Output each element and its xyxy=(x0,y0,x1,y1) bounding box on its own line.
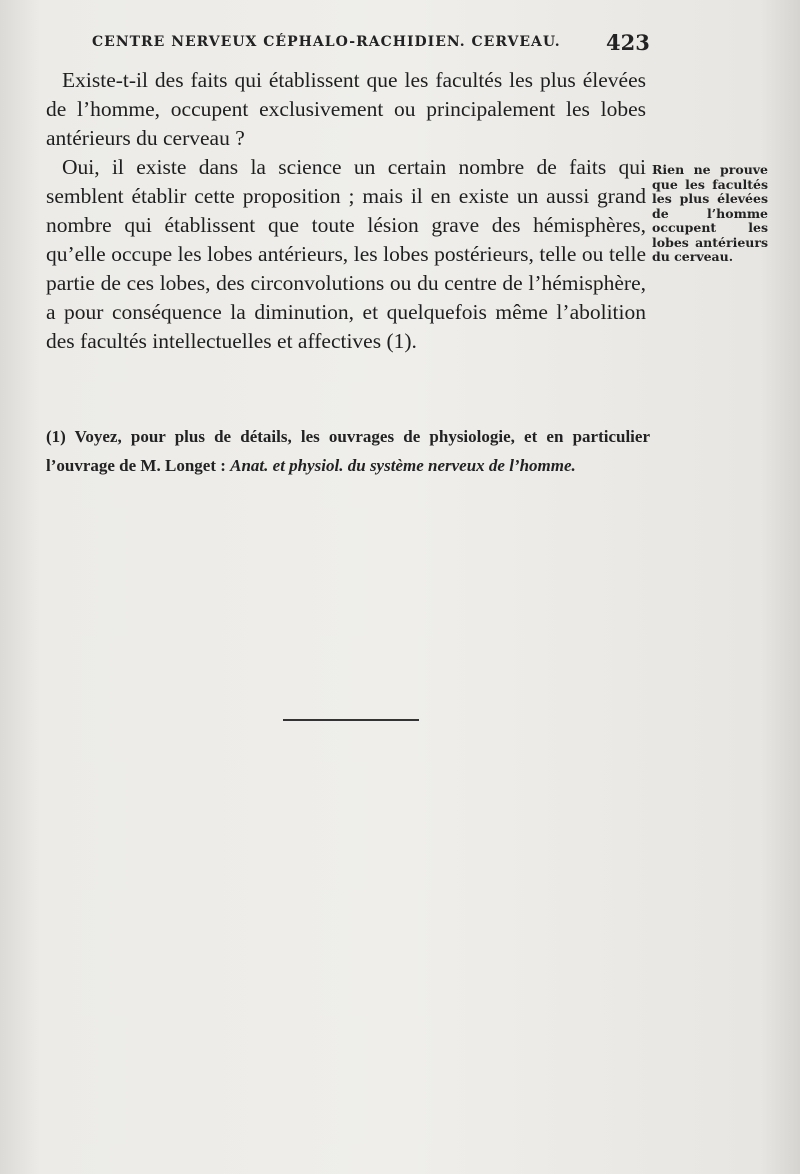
paragraph-answer: Oui, il existe dans la science un certain nombre de faits qui semblent établir cette proposition ; mais il en existe un aussi grand nombre qui établissent que toute lésion grave des hémisphères, qu’elle occupe les lobes antérieurs, les lobes postérieurs, telle ou telle partie de ces lobes, des circonvolutions ou du centre de l’hémisphère, a pour conséquence la diminution, et quelquefois même l’abolition des facultés intellectuelles et affectives (1). xyxy=(46,155,646,353)
footnote-book-title: Anat. et physiol. du système nerveux de l’homme. xyxy=(230,456,576,475)
main-text xyxy=(46,66,646,356)
running-title: CENTRE NERVEUX CÉPHALO-RACHIDIEN. CERVEAU. xyxy=(92,34,561,50)
paragraph-question: Existe-t-il des faits qui établissent que les facultés les plus élevées de l’homme, occupent exclusivement ou principalement les lobes antérieurs du cerveau ? xyxy=(46,68,646,150)
section-rule xyxy=(283,719,419,721)
footnote-text: (1) Voyez, pour plus de détails, les ouvrages de physiologie, et en particulier l’ouvrage de M. Longet : xyxy=(46,427,650,475)
page-number: 423 xyxy=(606,30,650,55)
margin-note: Rien ne prouve que les facultés les plus élevées de l’homme occupent les lobes antérieurs du cerveau. xyxy=(652,162,768,264)
footnote xyxy=(46,422,650,480)
